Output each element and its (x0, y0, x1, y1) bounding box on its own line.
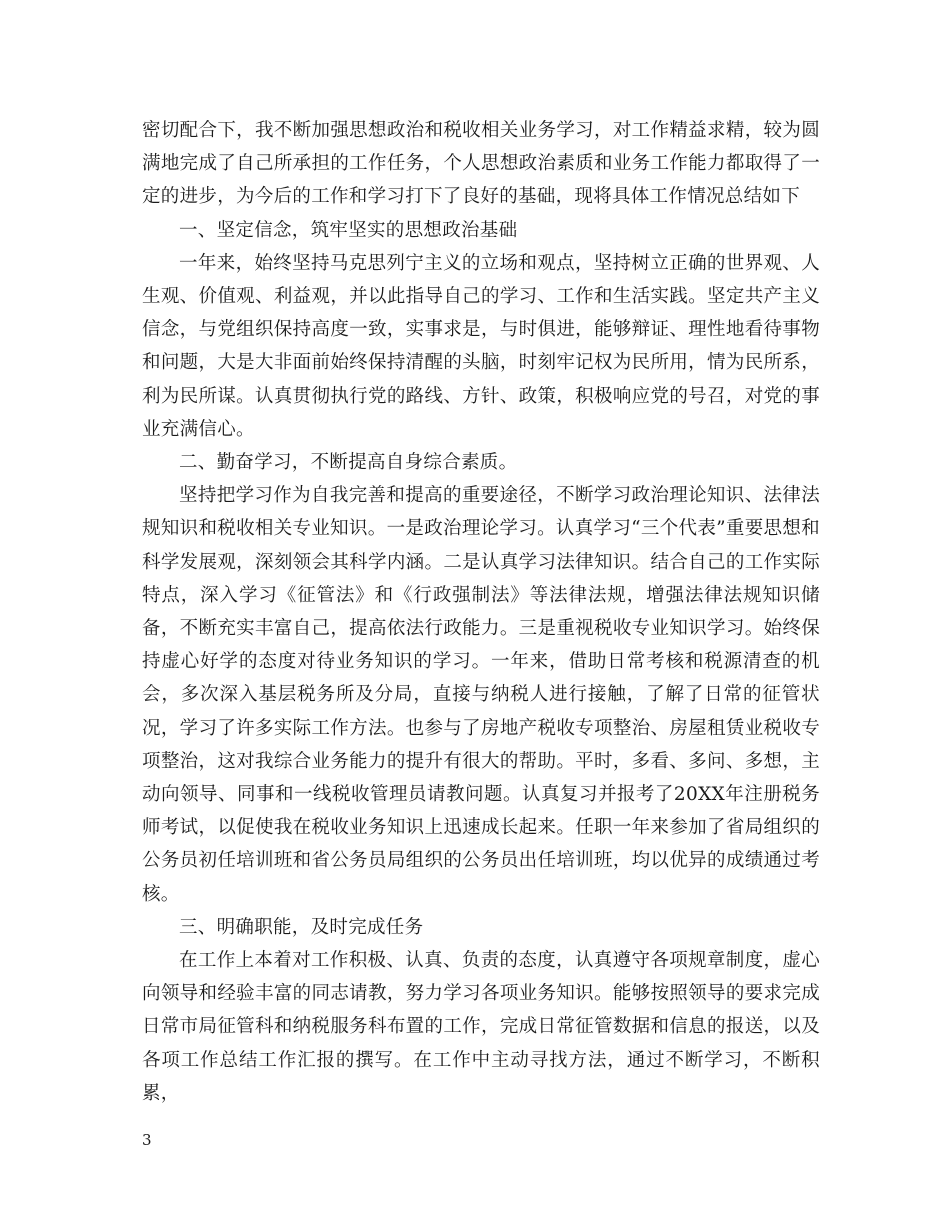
paragraph-section-3: 在工作上本着对工作积极、认真、负责的态度，认真遵守各项规章制度，虚心向领导和经验丰富的同志请教，努力学习各项业务知识。能够按照领导的要求完成日常市局征管科和纳税服务科布置的工作，完成日常征管数据和信息的报送，以及各项工作总结工作汇报的撰写。在工作中主动寻找方法，通过不断学习，不断积累， (142, 950, 820, 1104)
body-text (142, 114, 820, 1110)
section-heading-3: 三、明确职能，及时完成任务 (179, 916, 424, 938)
page-number: 3 (142, 1131, 152, 1149)
section-heading-2: 二、勤奋学习，不断提高自身综合素质。 (179, 452, 518, 474)
section-heading-1: 一、坚定信念，筑牢坚实的思想政治基础 (179, 219, 518, 241)
paragraph-section-1: 一年来，始终坚持马克思列宁主义的立场和观点，坚持树立正确的世界观、人生观、价值观、利益观，并以此指导自己的学习、工作和生活实践。坚定共产主义信念，与党组织保持高度一致，实事求是，与时俱进，能够辩证、理性地看待事物和问题，大是大非面前始终保持清醒的头脑，时刻牢记权为民所用，情为民所系，利为民所谋。认真贯彻执行党的路线、方针、政策，积极响应党的号召，对党的事业充满信心。 (142, 252, 820, 440)
paragraph-intro: 密切配合下，我不断加强思想政治和税收相关业务学习，对工作精益求精，较为圆满地完成了自己所承担的工作任务，个人思想政治素质和业务工作能力都取得了一定的进步，为今后的工作和学习打下了良好的基础，现将具体工作情况总结如下 (142, 120, 820, 208)
paragraph-section-2: 坚持把学习作为自我完善和提高的重要途径，不断学习政治理论知识、法律法规知识和税收相关专业知识。一是政治理论学习。认真学习“三个代表”重要思想和科学发展观，深刻领会其科学内涵。二是认真学习法律知识。结合自己的工作实际特点，深入学习《征管法》和《行政强制法》等法律法规，增强法律法规知识储备，不断充实丰富自己，提高依法行政能力。三是重视税收专业知识学习。始终保持虚心好学的态度对待业务知识的学习。一年来，借助日常考核和税源清查的机会，多次深入基层税务所及分局，直接与纳税人进行接触，了解了日常的征管状况，学习了许多实际工作方法。也参与了房地产税收专项整治、房屋租赁业税收专项整治，这对我综合业务能力的提升有很大的帮助。平时，多看、多问、多想，主动向领导、同事和一线税收管理员请教问题。认真复习并报考了20XX年注册税务师考试，以促使我在税收业务知识上迅速成长起来。任职一年来参加了省局组织的公务员初任培训班和省公务员局组织的公务员出任培训班，均以优异的成绩通过考核。 (142, 485, 820, 905)
